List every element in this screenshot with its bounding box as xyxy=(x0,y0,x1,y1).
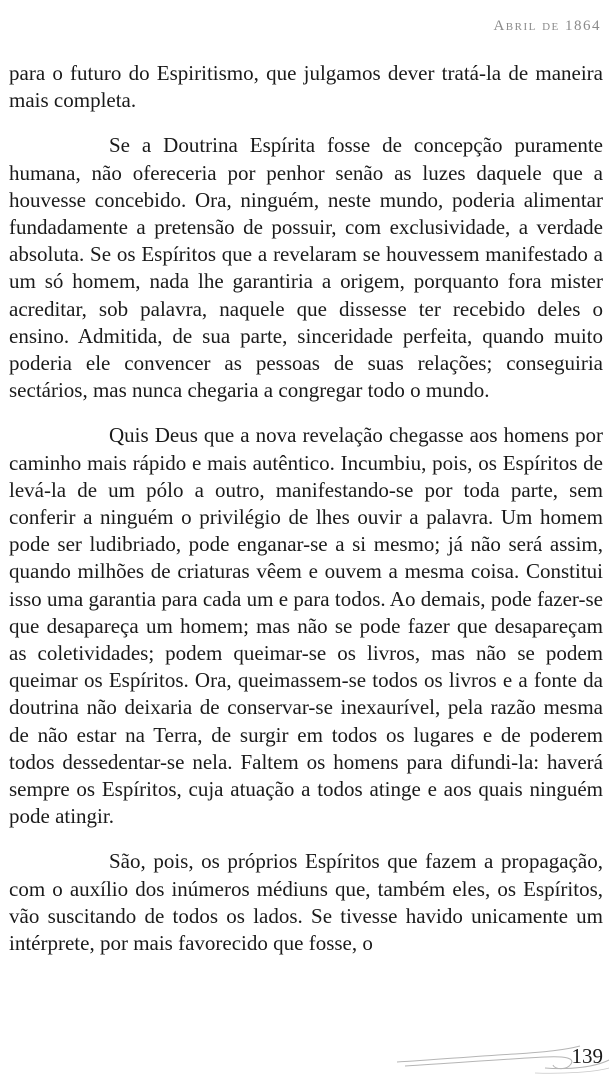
paragraph-4: São, pois, os próprios Espíritos que fazem a propagação, com o auxílio dos inúmeros médiuns que, também eles, os Espíritos, vão suscitando de todos os lados. Se tivesse havido unicamente um intérprete, por mais favorecido que fosse, o xyxy=(9,849,603,956)
running-head: Abril de 1864 xyxy=(493,18,601,34)
page-number: 139 xyxy=(571,1044,603,1068)
body-text xyxy=(9,60,603,957)
paragraph-2: Se a Doutrina Espírita fosse de concepção puramente humana, não ofereceria por penhor senão as luzes daquele que a houvesse concebido. Ora, ninguém, neste mundo, poderia alimentar fundadamente a pretensão de possuir, com exclusividade, a verdade absoluta. Se os Espíritos que a revelaram se houvessem manifestado a um só homem, nada lhe garantiria a origem, porquanto fora mister acreditar, sob palavra, naquele que dissesse ter recebido deles o ensino. Admitida, de sua parte, sinceridade perfeita, quando muito poderia ele convencer as pessoas de suas relações; conseguiria sectários, mas nunca chegaria a congregar todo o mundo. xyxy=(9,133,603,403)
paragraph-1: para o futuro do Espiritismo, que julgamos dever tratá-la de maneira mais completa. xyxy=(9,61,603,113)
paragraph-3: Quis Deus que a nova revelação chegasse aos homens por caminho mais rápido e mais autêntico. Incumbiu, pois, os Espíritos de levá-la de um pólo a outro, manifestando-se por toda parte, sem conferir a ninguém o privilégio de lhes ouvir a palavra. Um homem pode ser ludibriado, pode enganar-se a si mesmo; já não será assim, quando milhões de criaturas vêem e ouvem a mesma coisa. Constitui isso uma garantia para cada um e para todos. Ao demais, pode fazer-se que desapareça um homem; mas não se pode fazer que desapareçam as coletividades; podem queimar-se os livros, mas não se podem queimar os Espíritos. Ora, queimassem-se todos os livros e a fonte da doutrina não deixaria de conservar-se inexaurível, pela razão mesma de não estar na Terra, de surgir em todos os lugares e de poderem todos dessedentar-se nela. Faltem os homens para difundi-la: haverá sempre os Espíritos, cuja atuação a todos atinge e aos quais ninguém pode atingir. xyxy=(9,423,603,829)
